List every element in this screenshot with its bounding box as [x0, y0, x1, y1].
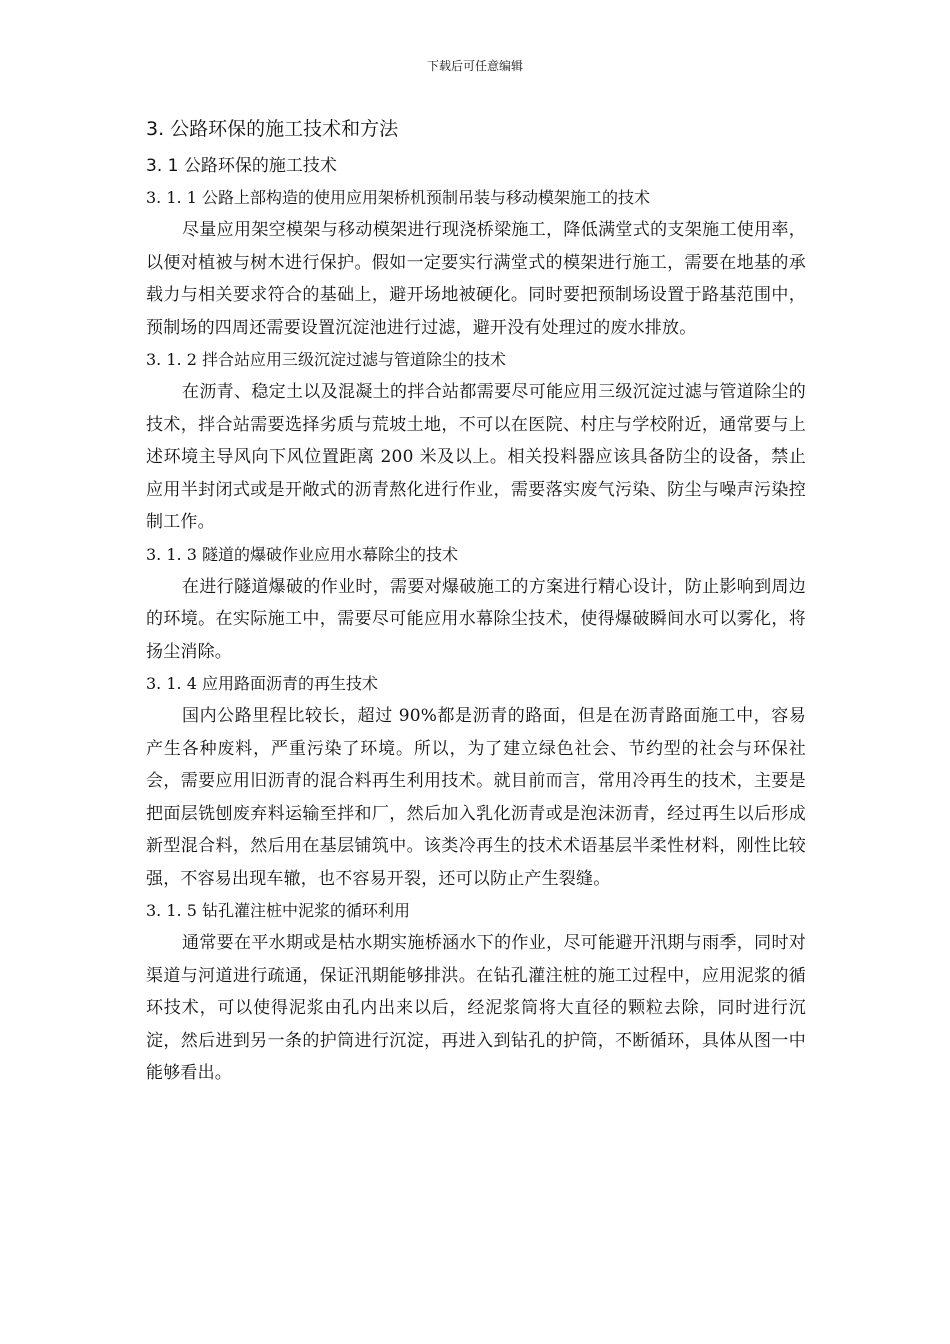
- page-header: 下载后可任意编辑: [426, 59, 523, 73]
- section-heading: 3. 1 公路环保的施工技术: [146, 156, 337, 176]
- subsection-heading-5: 3. 1. 5 钻孔灌注桩中泥浆的循环利用: [146, 901, 410, 920]
- paragraph-4: 国内公路里程比较长，超过 90%都是沥青的路面，但是在沥青路面施工中，容易产生各种废料，严重污染了环境。所以，为了建立绿色社会、节约型的社会与环保社会，需要应用旧沥青的混合料再生利用技术。就目前而言，常用冷再生的技术，主要是把面层铣刨废弃料运输至拌和厂，然后加入乳化沥青或是泡沫沥青，经过再生以后形成新型混合料，然后用在基层铺筑中。该类冷再生的技术术语基层半柔性材料，刚性比较强，不容易出现车辙，也不容易开裂，还可以防止产生裂缝。: [146, 706, 806, 889]
- paragraph-3: 在进行隧道爆破的作业时，需要对爆破施工的方案进行精心设计，防止影响到周边的环境。在实际施工中，需要尽可能应用水幕除尘技术，使得爆破瞬间水可以雾化，将扬尘消除。: [146, 576, 806, 662]
- paragraph-2: 在沥青、稳定土以及混凝土的拌合站都需要尽可能应用三级沉淀过滤与管道除尘的技术，拌合站需要选择劣质与荒坡土地，不可以在医院、村庄与学校附近，通常要与上述环境主导风向下风位置距离 200 米及以上。相关投料器应该具备防尘的设备，禁止应用半封闭式或是开敞式的沥青熬化进行作业，需要落实废气污染、防尘与噪声污染控制工作。: [146, 382, 806, 532]
- chapter-heading: 3. 公路环保的施工技术和方法: [146, 118, 399, 140]
- subsection-heading-1: 3. 1. 1 公路上部构造的使用应用架桥机预制吊装与移动模架施工的技术: [146, 188, 650, 207]
- paragraph-5: 通常要在平水期或是枯水期实施桥涵水下的作业，尽可能避开汛期与雨季，同时对渠道与河道进行疏通，保证汛期能够排洪。在钻孔灌注桩的施工过程中，应用泥浆的循环技术，可以使得泥浆由孔内出来以后，经泥浆筒将大直径的颗粒去除，同时进行沉淀，然后进到另一条的护筒进行沉淀，再进入到钻孔的护筒，不断循环，具体从图一中能够看出。: [146, 933, 806, 1083]
- subsection-heading-3: 3. 1. 3 隧道的爆破作业应用水幕除尘的技术: [146, 544, 458, 564]
- subsection-heading-2: 3. 1. 2 拌合站应用三级沉淀过滤与管道除尘的技术: [146, 350, 506, 369]
- subsection-heading-4: 3. 1. 4 应用路面沥青的再生技术: [146, 674, 378, 693]
- paragraph-1: 尽量应用架空模架与移动模架进行现浇桥梁施工，降低满堂式的支架施工使用率，以便对植被与树木进行保护。假如一定要实行满堂式的模架进行施工，需要在地基的承载力与相关要求符合的基础上，避开场地被硬化。同时要把预制场设置于路基范围中，预制场的四周还需要设置沉淀池进行过滤，避开没有处理过的废水排放。: [146, 220, 806, 338]
- document-body: [146, 112, 806, 1090]
